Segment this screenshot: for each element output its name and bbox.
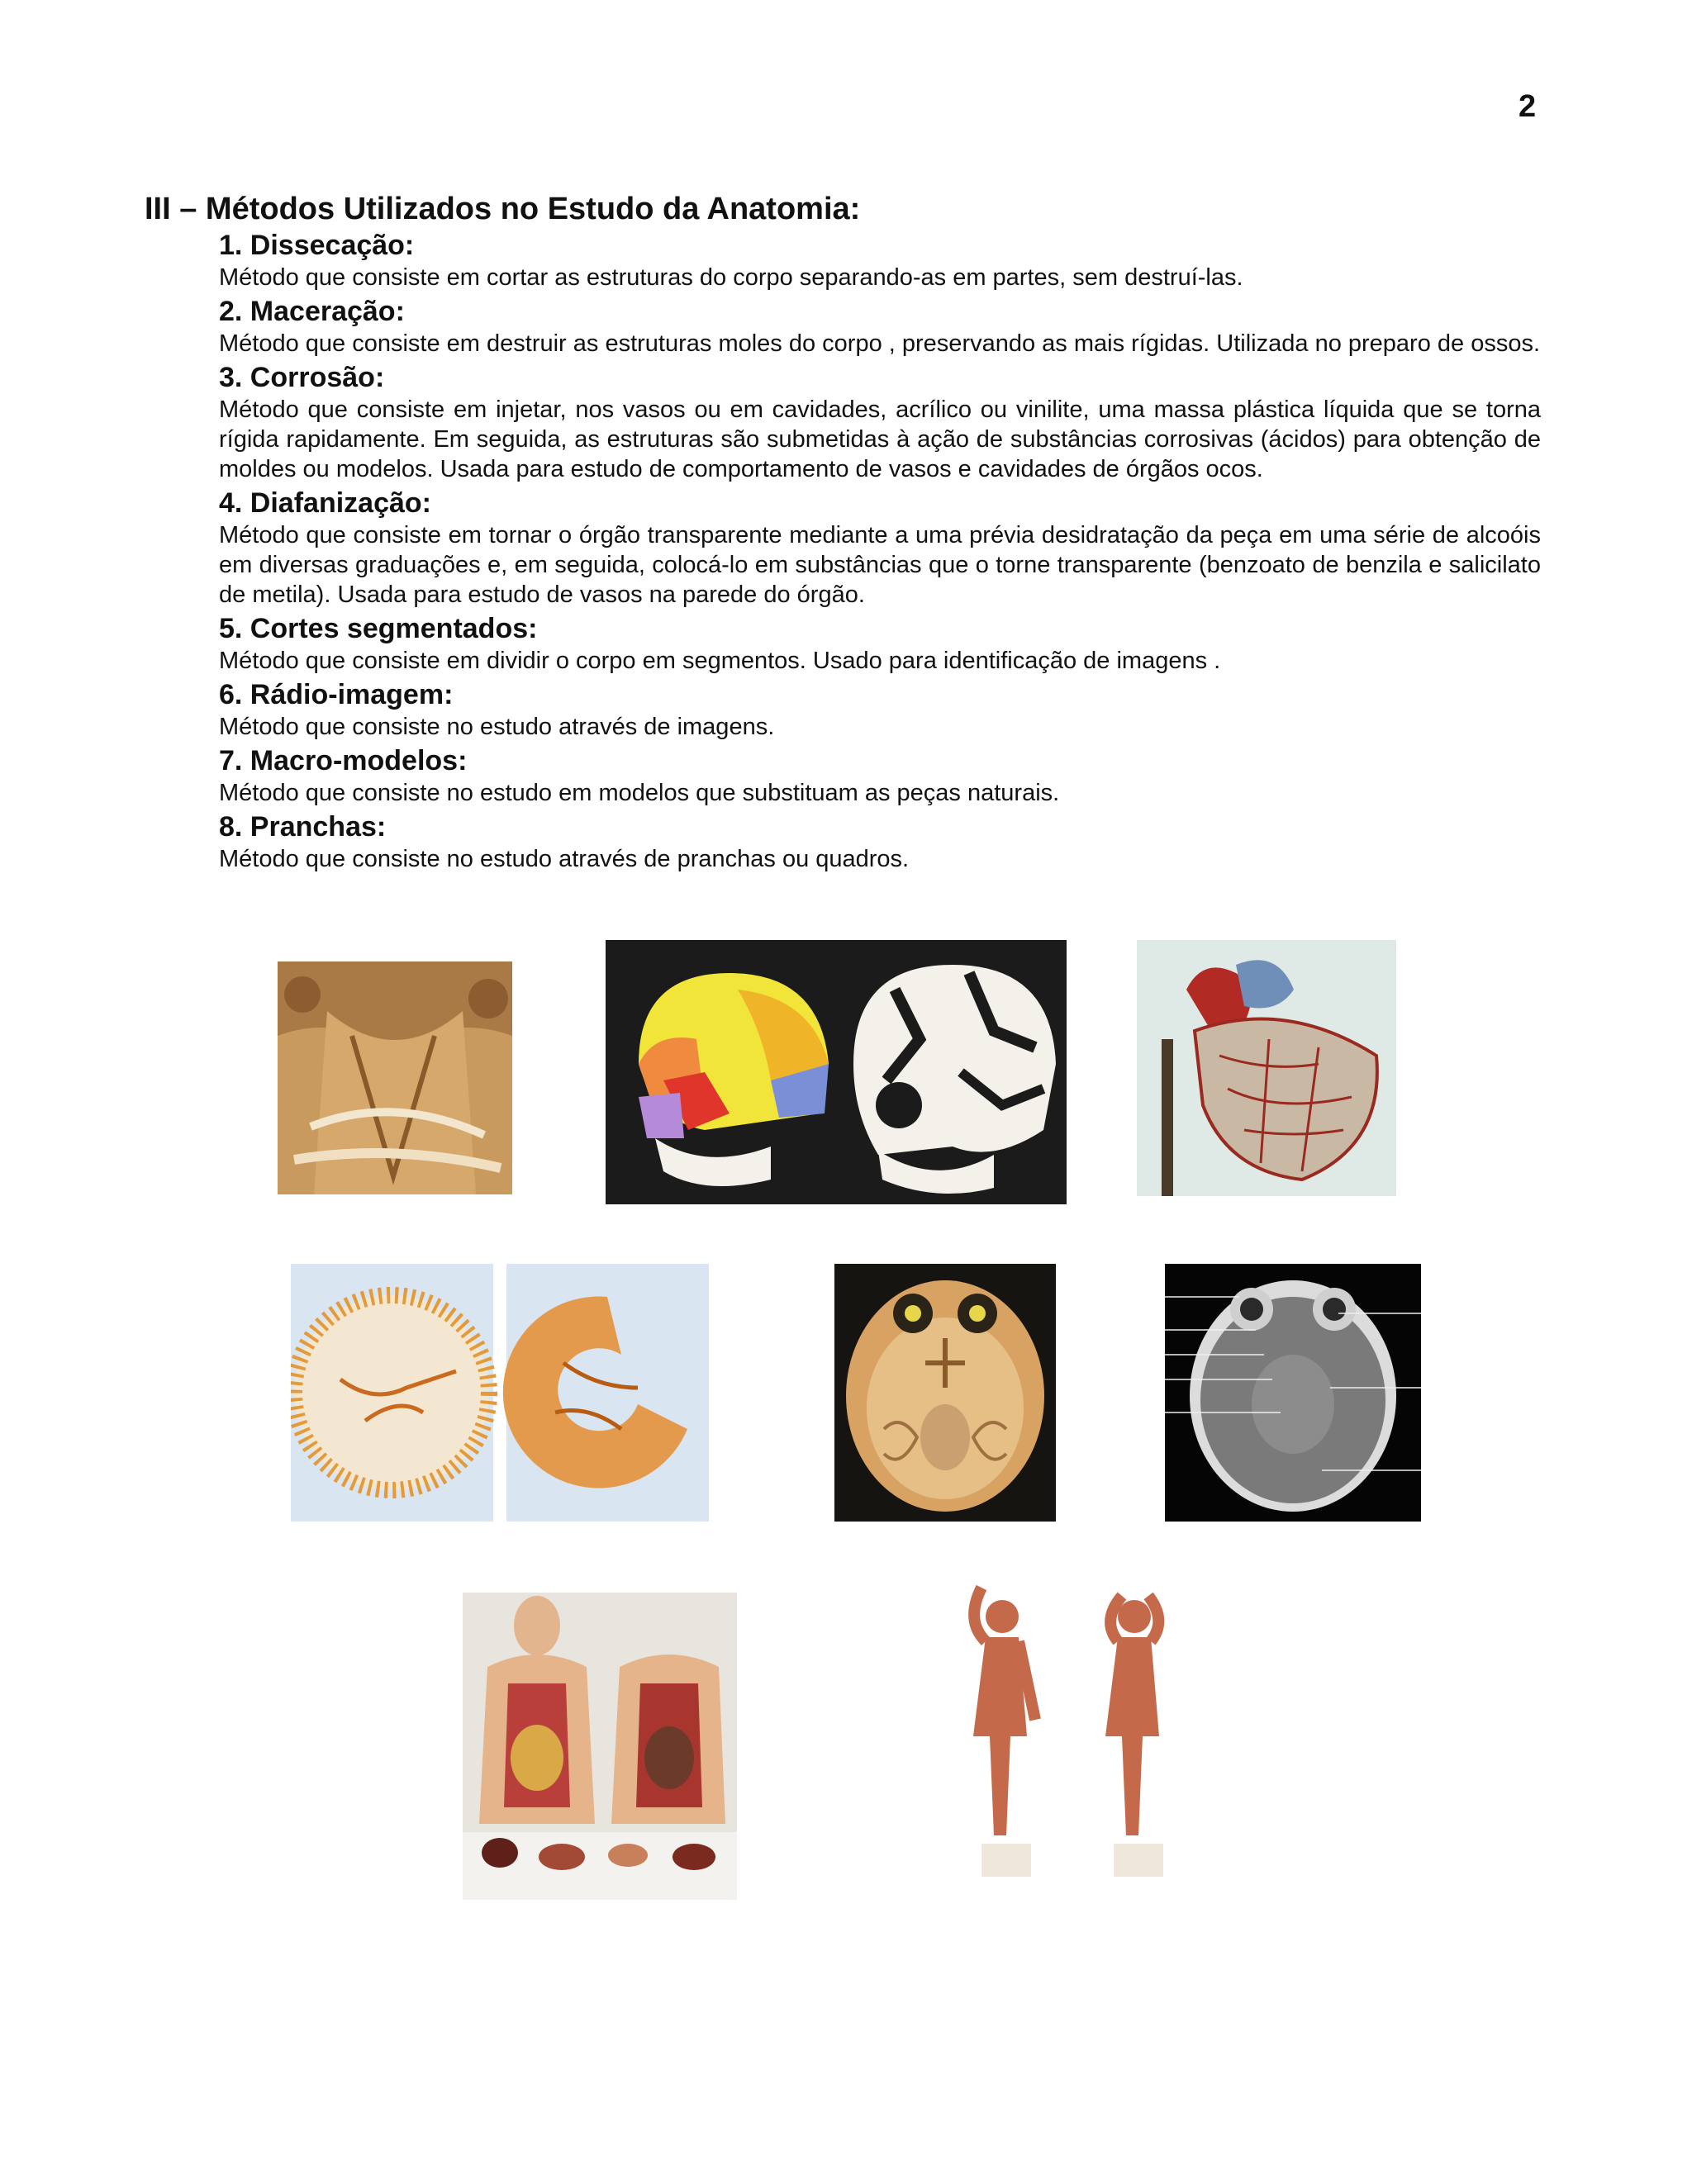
- method-macro-models: [219, 743, 1541, 808]
- diaphanization-photos: [291, 1264, 709, 1522]
- method-title: 4. Diafanização:: [219, 487, 431, 519]
- method-description: Método que consiste em injetar, nos vasos ou em cavidades, acrílico ou vinilite, uma massa plástica líquida que se torna rígida rapidamente. Em seguida, as estruturas são submetidas à ação de substâncias corrosivas (ácidos) para obtenção de moldes ou modelos. Usada para estudo de comportamento de vasos e cavidades de órgãos ocos.: [219, 396, 1541, 482]
- method-title: 7. Macro-modelos:: [219, 745, 468, 776]
- methods-list: [219, 228, 1541, 876]
- method-description: Método que consiste no estudo através de imagens.: [219, 714, 775, 740]
- corroded-heart-cast: [1137, 940, 1396, 1196]
- method-title: 8. Pranchas:: [219, 811, 387, 843]
- method-plates: [219, 810, 1541, 874]
- anatomical-torso-models: [463, 1593, 737, 1900]
- method-description: Método que consiste em destruir as estruturas moles do corpo , preservando as mais rígidas. Utilizada no preparo de ossos.: [219, 330, 1541, 357]
- ct-scan-image: [1165, 1264, 1421, 1522]
- method-title: 3. Corrosão:: [219, 362, 385, 393]
- method-dissection: [219, 228, 1541, 292]
- method-diaphanization: [219, 486, 1541, 610]
- method-title: 2. Maceração:: [219, 296, 405, 327]
- method-maceration: [219, 294, 1541, 358]
- section-title: III – Métodos Utilizados no Estudo da Anatomia:: [145, 192, 861, 226]
- method-description: Método que consiste no estudo através de pranchas ou quadros.: [219, 846, 910, 872]
- method-description: Método que consiste em cortar as estruturas do corpo separando-as em partes, sem destruí-las.: [219, 264, 1243, 291]
- method-radio-image: [219, 677, 1541, 742]
- skull-diagrams: [606, 940, 1067, 1204]
- method-description: Método que consiste em dividir o corpo em segmentos. Usado para identificação de imagens .: [219, 648, 1221, 674]
- page-number: 2: [1519, 89, 1537, 124]
- method-segmented-cuts: [219, 611, 1541, 676]
- dissection-photo: [278, 961, 512, 1194]
- method-title: 6. Rádio-imagem:: [219, 679, 454, 710]
- method-corrosion: [219, 360, 1541, 484]
- method-title: 1. Dissecação:: [219, 230, 415, 261]
- method-description: Método que consiste no estudo em modelos que substituam as peças naturais.: [219, 780, 1060, 806]
- method-title: 5. Cortes segmentados:: [219, 613, 538, 644]
- brain-cross-section: [834, 1264, 1056, 1522]
- method-description: Método que consiste em tornar o órgão transparente mediante a uma prévia desidratação da peça em uma série de alcoóis em diversas graduações e, em seguida, colocá-lo em substâncias que o torne transparente (benzoato de benzila e salicilato de metila). Usada para estudo de vasos na parede do órgão.: [219, 522, 1541, 608]
- muscle-anatomy-plates: [932, 1571, 1205, 1900]
